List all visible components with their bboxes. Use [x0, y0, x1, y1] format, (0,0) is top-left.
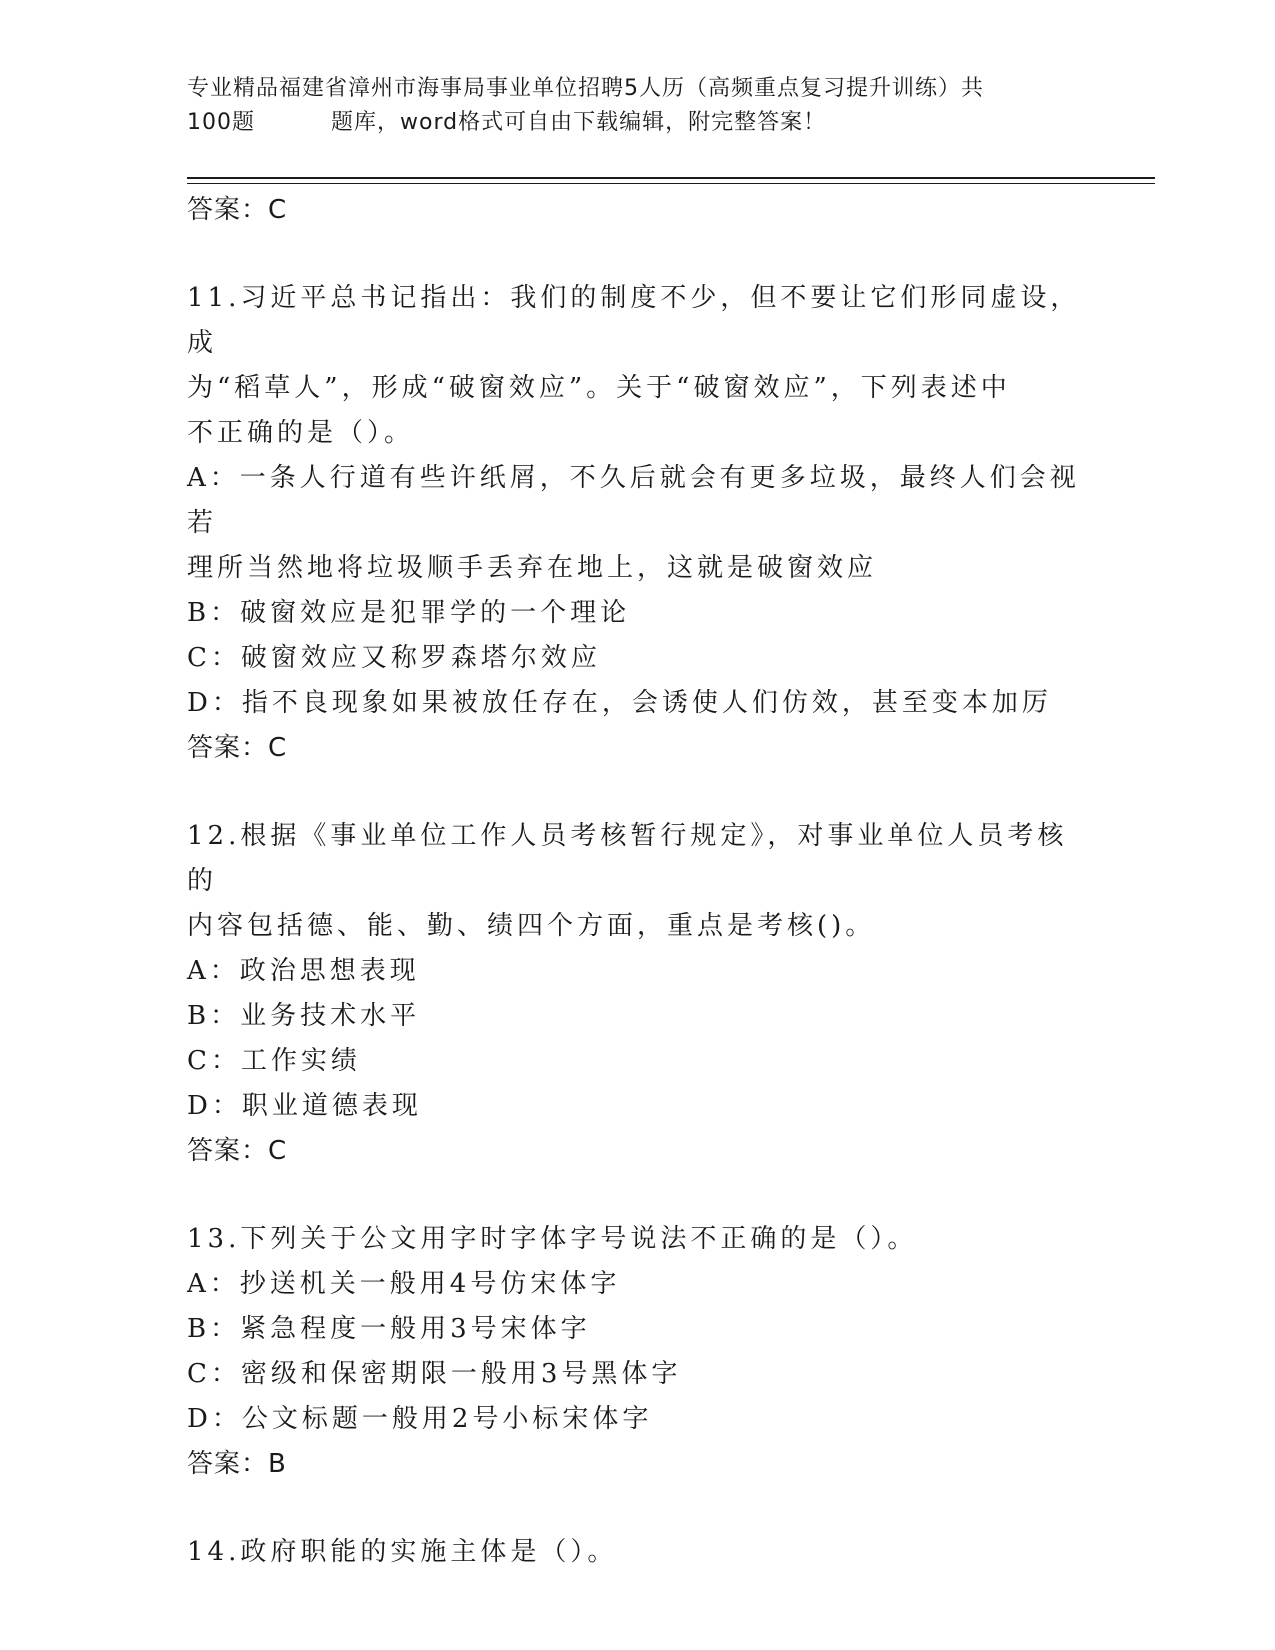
question-stem-line: 不正确的是（）。 [187, 418, 415, 448]
header-title-line-1: 专业精品福建省漳州市海事局事业单位招聘5人历（高频重点复习提升训练）共 [187, 76, 984, 101]
option-a: A：抄送机关一般用4号仿宋体字 [187, 1269, 621, 1299]
document-header [187, 72, 1087, 140]
question-13 [187, 1217, 1087, 1486]
question-stem-line: 13.下列关于公文用字时字体字号说法不正确的是（）。 [187, 1224, 918, 1254]
option-d: D：指不良现象如果被放任存在，会诱使人们仿效，甚至变本加厉 [187, 688, 1052, 718]
header-description: 题库，word格式可自由下载编辑，附完整答案！ [331, 110, 827, 135]
option-a-continued: 理所当然地将垃圾顺手丢弃在地上，这就是破窗效应 [187, 553, 878, 583]
option-c: C：工作实绩 [187, 1046, 361, 1076]
option-a: A：一条人行道有些许纸屑，不久后就会有更多垃圾，最终人们会视若 [187, 463, 1080, 538]
question-14 [187, 1530, 1087, 1575]
answer: 答案：C [187, 1136, 288, 1166]
question-list [187, 188, 1087, 1575]
question-stem-line: 内容包括德、能、勤、绩四个方面，重点是考核()。 [187, 911, 876, 941]
option-b: B：业务技术水平 [187, 1001, 421, 1031]
question-stem-line: 为“稻草人”，形成“破窗效应”。关于“破窗效应”，下列表述中 [187, 373, 1011, 403]
option-c: C：密级和保密期限一般用3号黑体字 [187, 1359, 682, 1389]
option-c: C：破窗效应又称罗森塔尔效应 [187, 643, 601, 673]
header-title-line-2 [187, 106, 1087, 140]
previous-answer: 答案：C [187, 195, 288, 225]
header-divider-thick [187, 177, 1155, 179]
answer: 答案：C [187, 733, 288, 763]
question-12 [187, 814, 1087, 1173]
question-11 [187, 276, 1087, 770]
question-stem-line: 11.习近平总书记指出：我们的制度不少，但不要让它们形同虚设，成 [187, 283, 1081, 358]
header-divider-thin [187, 183, 1155, 184]
option-d: D：公文标题一般用2号小标宋体字 [187, 1404, 653, 1434]
option-b: B：紧急程度一般用3号宋体字 [187, 1314, 591, 1344]
option-b: B：破窗效应是犯罪学的一个理论 [187, 598, 631, 628]
question-stem-line: 12.根据《事业单位工作人员考核暂行规定》，对事业单位人员考核的 [187, 821, 1068, 896]
question-stem-line: 14.政府职能的实施主体是（）。 [187, 1537, 618, 1567]
header-count: 100题 [187, 110, 255, 135]
option-d: D：职业道德表现 [187, 1091, 422, 1121]
option-a: A：政治思想表现 [187, 956, 420, 986]
answer: 答案：B [187, 1449, 287, 1479]
